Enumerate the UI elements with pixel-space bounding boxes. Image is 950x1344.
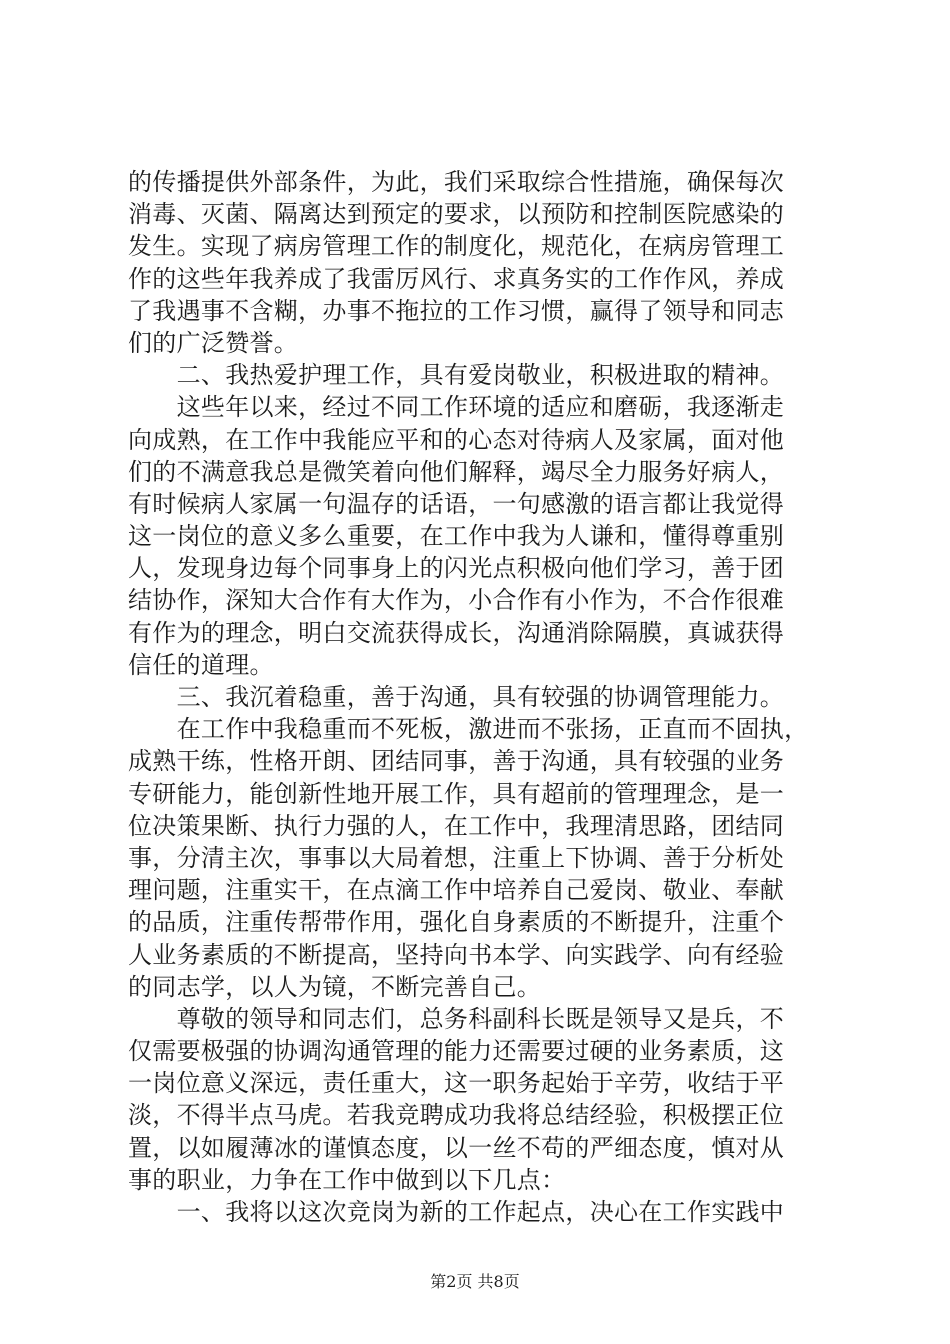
text-line: 专研能力，能创新性地开展工作，具有超前的管理理念，是一 <box>128 779 785 808</box>
text-line: 成熟干练，性格开朗、团结同事，善于沟通，具有较强的业务 <box>128 747 785 776</box>
text-line: 有时候病人家属一句温存的话语，一句感激的语言都让我觉得 <box>128 489 785 518</box>
section-heading: 一、我将以这次竞岗为新的工作起点，决心在工作实践中 <box>128 1198 785 1226</box>
text-line: 尊敬的领导和同志们，总务科副科长既是领导又是兵，不 <box>128 1004 785 1033</box>
text-line: 结协作，深知大合作有大作为，小合作有小作为，不合作很难 <box>128 586 785 615</box>
section-heading: 二、我热爱护理工作，具有爱岗敬业，积极进取的精神。 <box>128 361 785 390</box>
text-line: 淡，不得半点马虎。若我竞聘成功我将总结经验，积极摆正位 <box>128 1101 785 1130</box>
text-line: 位决策果断、执行力强的人，在工作中，我理清思路，团结同 <box>128 811 785 840</box>
text-line: 们的广泛赞誉。 <box>128 328 299 357</box>
text-line: 的品质，注重传帮带作用，强化自身素质的不断提升，注重个 <box>128 908 785 937</box>
text-line: 仅需要极强的协调沟通管理的能力还需要过硬的业务素质，这 <box>128 1037 785 1066</box>
text-line: 向成熟，在工作中我能应平和的心态对待病人及家属，面对他 <box>128 425 785 454</box>
text-line: 理问题，注重实干，在点滴工作中培养自己爱岗、敬业、奉献 <box>128 876 785 905</box>
text-line: 一岗位意义深远，责任重大，这一职务起始于辛劳，收结于平 <box>128 1069 785 1098</box>
text-line: 了我遇事不含糊，办事不拖拉的工作习惯，赢得了领导和同志 <box>128 296 785 325</box>
text-line: 们的不满意我总是微笑着向他们解释，竭尽全力服务好病人， <box>128 457 785 486</box>
text-line: 这些年以来，经过不同工作环境的适应和磨砺，我逐渐走 <box>128 393 785 422</box>
text-line: 的同志学，以人为镜，不断完善自己。 <box>128 972 542 1001</box>
text-line: 信任的道理。 <box>128 650 274 679</box>
section-heading: 三、我沉着稳重，善于沟通，具有较强的协调管理能力。 <box>128 683 785 711</box>
text-line: 有作为的理念，明白交流获得成长，沟通消除隔膜，真诚获得 <box>128 618 785 647</box>
text-line: 作的这些年我养成了我雷厉风行、求真务实的工作作风，养成 <box>128 264 785 293</box>
page-number-footer: 第2页 共8页 <box>430 1272 520 1291</box>
text-line: 在工作中我稳重而不死板，激进而不张扬，正直而不固执， <box>128 715 809 744</box>
body-text <box>128 166 838 1228</box>
text-line: 人，发现身边每个同事身上的闪光点积极向他们学习，善于团 <box>128 554 785 583</box>
text-line: 这一岗位的意义多么重要，在工作中我为人谦和，懂得尊重别 <box>128 522 785 551</box>
text-line: 的传播提供外部条件，为此，我们采取综合性措施，确保每次 <box>128 168 785 196</box>
text-line: 事的职业，力争在工作中做到以下几点： <box>128 1165 566 1194</box>
text-line: 置，以如履薄冰的谨慎态度，以一丝不苟的严细态度，慎对从 <box>128 1133 785 1162</box>
text-line: 事，分清主次，事事以大局着想，注重上下协调、善于分析处 <box>128 843 785 872</box>
text-line: 发生。实现了病房管理工作的制度化，规范化，在病房管理工 <box>128 232 785 261</box>
text-line: 消毒、灭菌、隔离达到预定的要求，以预防和控制医院感染的 <box>128 200 785 229</box>
text-line: 人业务素质的不断提高，坚持向书本学、向实践学、向有经验 <box>128 940 785 969</box>
